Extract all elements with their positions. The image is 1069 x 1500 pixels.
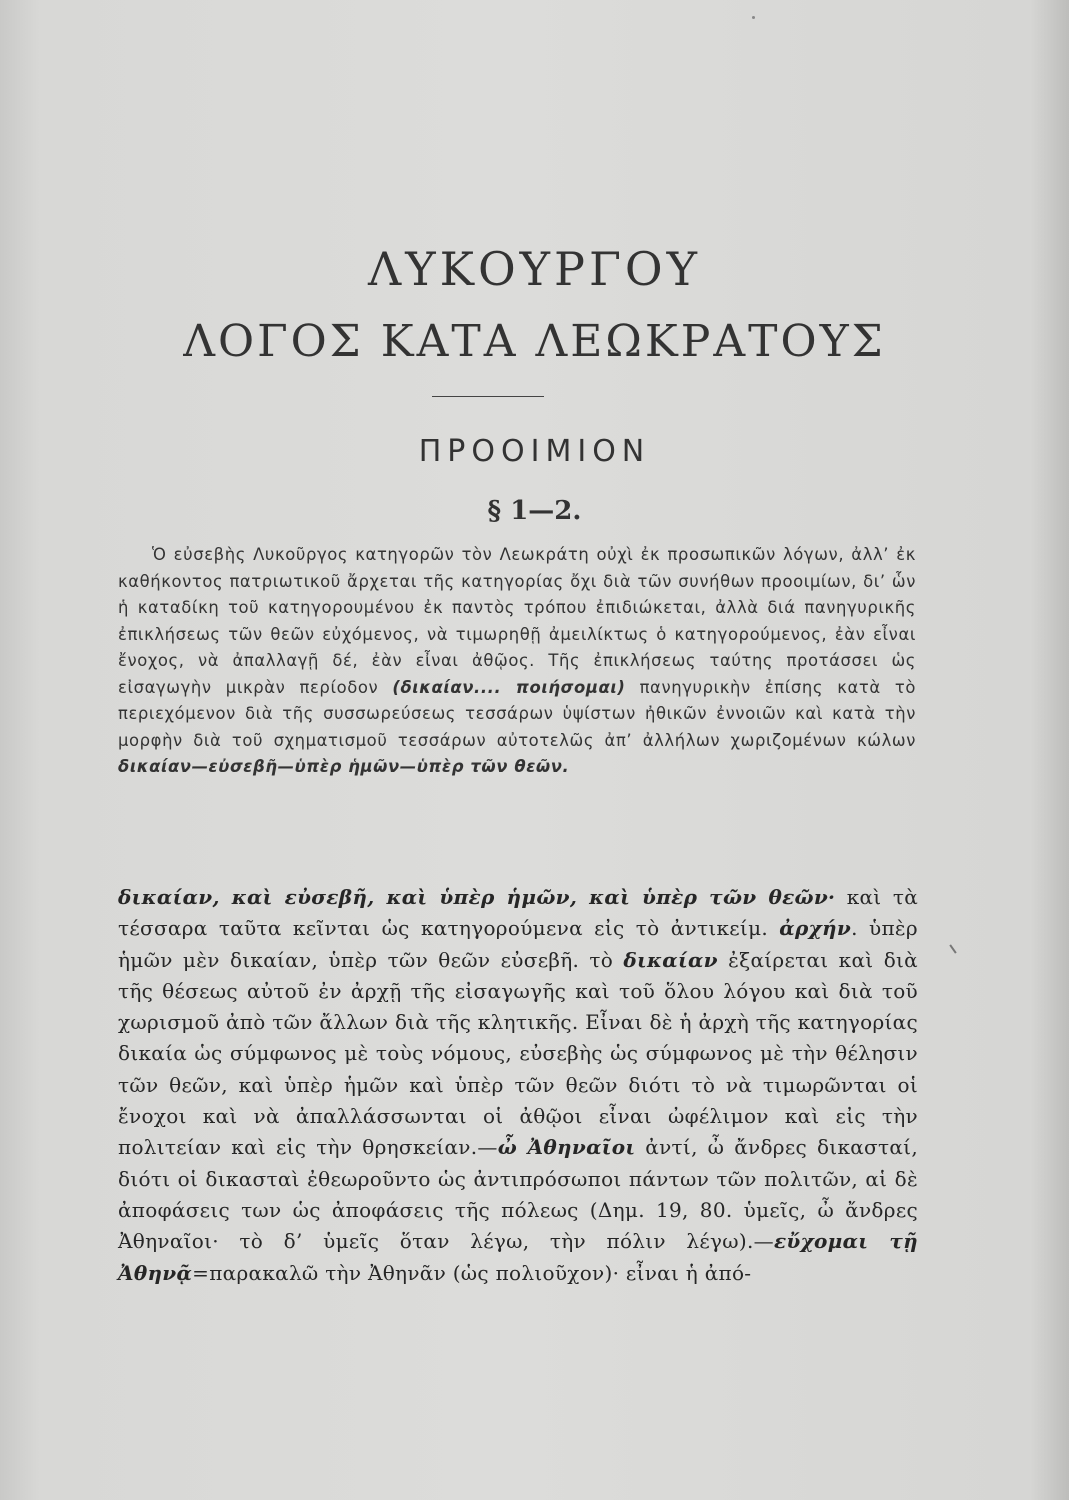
- lemma-4: ὦ Ἀθηναῖοι: [497, 1135, 636, 1160]
- lemma-1: δικαίαν, καὶ εὐσεβῆ, καὶ ὑπὲρ ἡμῶν, καὶ ὑπὲρ τῶν θεῶν·: [118, 885, 836, 909]
- intro-text: [118, 542, 916, 781]
- title-divider: [432, 396, 544, 397]
- commentary-text-5: =παρακαλῶ τὴν Ἀθηνᾶν (ὡς πολιοῦχον)· εἶναι ἡ ἀπό-: [192, 1260, 752, 1285]
- work-title: ΛΟΓΟΣ ΚΑΤΑ ΛΕΩΚΡΑΤΟΥΣ: [183, 316, 886, 367]
- commentary-text-1: καὶ τὰ τέσσαρα ταῦτα κεῖνται ὡς κατηγορούμενα εἰς τὸ ἀντικείμ.: [118, 885, 919, 941]
- commentary-paragraph: [118, 882, 918, 1289]
- section-number: § 1—2.: [487, 496, 582, 526]
- page-speck: [752, 16, 755, 19]
- lemma-3: δικαίαν: [623, 947, 718, 972]
- section-heading: ΠΡΟΟΙΜΙΟΝ: [418, 434, 651, 469]
- lemma-2: ἀρχήν: [779, 916, 852, 941]
- introduction-paragraph: [118, 542, 916, 781]
- commentary-text-3: ἐξαίρεται καὶ διὰ τῆς θέσεως αὐτοῦ ἐν ἀρχῇ τῆς εἰσαγωγῆς καὶ τοῦ ὅλου λόγου καὶ διὰ τοῦ χωρισμοῦ ἀπὸ τῶν ἄλλων διὰ τῆς κλητικῆς. Εἶναι δὲ ἡ ἀρχὴ τῆς κατηγορίας δικαία ὡς σύμφωνος μὲ τοὺς νόμους, εὐσεβὴς ὡς σύμφωνος μὲ τὴν θέλησιν τῶν θεῶν, καὶ ὑπὲρ ἡμῶν καὶ ὑπὲρ τῶν θεῶν διότι τὸ νὰ τιμωρῶνται οἱ ἔνοχοι καὶ νὰ ἀπαλλάσσωνται οἱ ἀθῷοι εἶναι ὠφέλιμον καὶ εἰς τὴν πολιτείαν καὶ εἰς τὴν θρησκείαν.—: [118, 947, 918, 1160]
- lemma-5: εὔχομαι τῇ Ἀθηνᾷ: [118, 1229, 918, 1285]
- intro-italic-1: (δικαίαν.... ποιήσομαι): [392, 677, 626, 697]
- author-title: ΛΥΚΟΥΡΓΟΥ: [368, 242, 701, 296]
- commentary-text-2: . ὑπὲρ ἡμῶν μὲν δικαίαν, ὑπὲρ τῶν θεῶν εὐσεβῆ. τὸ: [118, 916, 918, 972]
- margin-mark: [949, 944, 956, 953]
- intro-text-2: πανηγυρικὴν ἐπίσης κατὰ τὸ περιεχόμενον διὰ τῆς συσσωρεύσεως τεσσάρων ὑψίστων ἠθικῶν ἐννοιῶν καὶ κατὰ τὴν μορφὴν διὰ τοῦ σχηματισμοῦ τεσσάρων αὐτοτελῶς ἀπ’ ἀλλήλων χωριζομένων κώλων: [118, 677, 916, 750]
- commentary-text-4: ἀντί, ὦ ἄνδρες δικασταί, διότι οἱ δικασταὶ ἐθεωροῦντο ὡς ἀντιπρόσωποι πάντων τῶν πολιτῶν, αἱ δὲ ἀποφάσεις των ὡς ἀποφάσεις τῆς πόλεως (Δημ. 19, 80. ὑμεῖς, ὦ ἄνδρες Ἀθηναῖοι· τὸ δ’ ὑμεῖς ὅταν λέγω, τὴν πόλιν λέγω).—: [118, 1135, 918, 1254]
- intro-italic-2: δικαίαν—εὐσεβῆ—ὑπὲρ ἡμῶν—ὑπὲρ τῶν θεῶν.: [118, 757, 570, 776]
- commentary-text: [118, 882, 918, 1289]
- intro-text-1: Ὁ εὐσεβὴς Λυκοῦργος κατηγορῶν τὸν Λεωκράτη οὐχὶ ἐκ προσωπικῶν λόγων, ἀλλ’ ἐκ καθήκοντος πατριωτικοῦ ἄρχεται τῆς κατηγορίας ὄχι διὰ τῶν συνήθων προοιμίων, δι’ ὧν ἡ καταδίκη τοῦ κατηγορουμένου ἐκ παντὸς τρόπου ἐπιδιώκεται, ἀλλὰ διά πανηγυρικῆς ἐπικλήσεως τῶν θεῶν εὐχόμενος, νὰ τιμωρηθῇ ἀμειλίκτως ὁ κατηγορούμενος, ἐὰν εἶναι ἔνοχος, νὰ ἀπαλλαγῇ δέ, ἐὰν εἶναι ἀθῷος. Τῆς ἐπικλήσεως ταύτης προτάσσει ὡς εἰσαγωγὴν μικρὰν περίοδον: [118, 545, 916, 697]
